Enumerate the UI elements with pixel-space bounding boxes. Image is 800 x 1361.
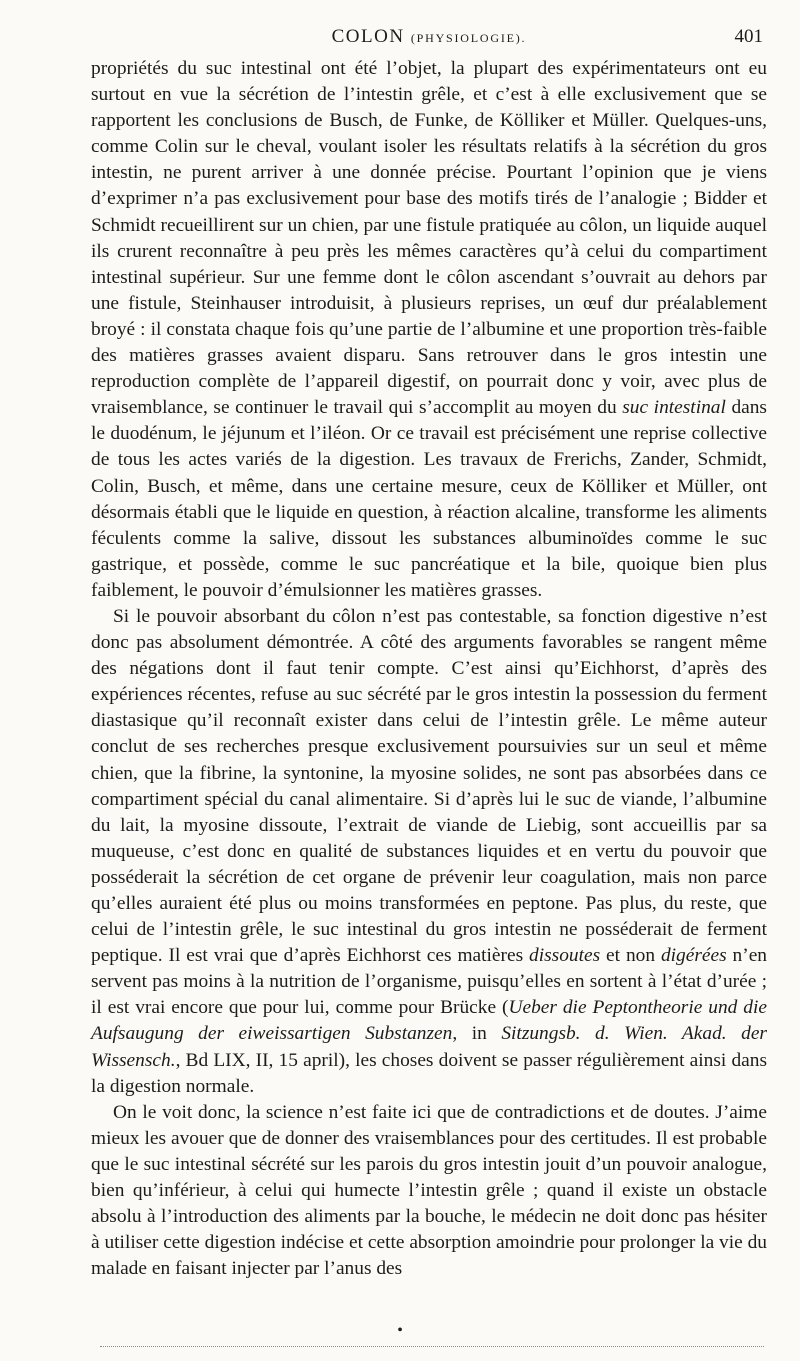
italic-text: Ueber die Peptontheorie und die Aufsaugung der eiweissartigen Substanzen <box>91 997 768 1045</box>
text-run: n’en servent pas moins à la nutrition de l’organisme, puisqu’elles en sortent à l’état d’urée ; il est vrai encore que pour lui, comme pour Brücke ( <box>91 945 767 1019</box>
italic-text: digérées <box>660 945 727 967</box>
paragraph <box>91 604 767 1100</box>
body-text <box>91 56 767 1282</box>
text-run: Si le pouvoir absorbant du côlon n’est pas contestable, sa fonction digestive n’est donc pas absolument démontrée. A côté des arguments favorables se rangent même des négations dont il faut tenir compte. C’est ainsi qu’Eichhorst, d’après des expériences récentes, refuse au suc sécrété par le gros intestin la possession du ferment diastasique qu’il reconnaît exister dans celui de l’intestin grêle. Le même auteur conclut de ses recherches presque exclusivement poursuivies sur un seul et même chien, que la fibrine, la syntonine, la myosine solides, ne sont pas absorbées dans ce compartiment spécial du canal alimentaire. Si d’après lui le suc de viande, l’albumine du lait, la myosine dissoute, l’extrait de viande de Liebig, sont accueillis par sa muqueuse, c’est donc en qualité de substances liquides et en vertu du pouvoir que posséderait la sécrétion de cet organe de prévenir leur coagulation, mais non parce qu’elles auraient été plus ou moins transformées en peptone. Pas plus, du reste, que celui de l’intestin grêle, le suc intestinal du gros intestin ne posséderait de ferment peptique. Il est vrai que d’après Eichhorst ces matières <box>91 605 767 967</box>
running-title <box>91 26 767 48</box>
italic-text: dissoutes <box>529 945 601 967</box>
text-run: propriétés du suc intestinal ont été l’objet, la plupart des expérimentateurs ont eu surtout en vue la sécrétion de l’intestin grêle, et c’est à elle exclusivement que se rapportent les conclusions de Busch, de Funke, de Kölliker et Müller. Quelques-uns, comme Colin sur le cheval, voulant isoler les résultats relatifs à la sécrétion du gros intestin, ne purent arriver à une donnée précise. Pourtant l’opinion que je viens d’exprimer n’a pas exclusivement pour base des motifs tirés de l’analogie ; Bidder et Schmidt recueillirent sur un chien, par une fistule pratiquée au côlon, un liquide auquel ils crurent reconnaître à peu près les mêmes caractères qu’à celui du compartiment intestinal supérieur. Sur une femme dont le côlon ascendant s’ouvrait au dehors par une fistule, Steinhauser introduisit, à plusieurs reprises, un œuf dur préalablement broyé : il constata chaque fois qu’une partie de l’albumine et une proportion très-faible des matières grasses avaient disparu. Sans retrouver dans le gros intestin une reproduction complète de l’appareil digestif, on pourrait donc y voir, avec plus de vraisemblance, se continuer le travail qui s’accomplit au moyen du <box>91 58 767 419</box>
text-run: On le voit donc, la science n’est faite ici que de contradictions et de doutes. J’aime mieux les avouer que de donner des vraisemblances pour des certitudes. Il est probable que le suc intestinal sécrété sur les parois du gros intestin jouit d’un pouvoir analogue, bien qu’inférieur, à celui qui humecte l’intestin grêle ; quand il existe un obstacle absolu à l’introduction des aliments par la bouche, le médecin ne doit donc pas hésiter à utiliser cette digestion indécise et cette absorption amoindrie pour prolonger la vie du malade en faisant injecter par l’anus des <box>91 1101 767 1280</box>
italic-text: suc intestinal <box>622 397 726 419</box>
bottom-dotted-rule <box>100 1346 764 1347</box>
page <box>91 26 767 1282</box>
running-head <box>91 26 767 56</box>
paragraph <box>91 56 767 604</box>
text-run: , in <box>452 1023 502 1045</box>
page-number: 401 <box>734 26 763 47</box>
printer-mark: • <box>397 1322 403 1339</box>
text-run: dans le duodénum, le jéjunum et l’iléon. Or ce travail est précisément une reprise collective de tous les actes variés de la digestion. Les travaux de Frerichs, Zander, Schmidt, Colin, Busch, et même, dans une certaine mesure, ceux de Kölliker et Müller, ont désormais établi que le liquide en question, à réaction alcaline, transforme les aliments féculents comme la salive, dissout les substances albuminoïdes comme le suc gastrique, et possède, comme le suc pancréatique et la bile, quoique bien plus faiblement, le pouvoir d’émulsionner les matières grasses. <box>91 397 767 601</box>
italic-text: Sitzungsb. d. Wien. Akad. der Wissensch. <box>91 1023 767 1071</box>
paragraph <box>91 1100 767 1283</box>
chapter-subtitle: (PHYSIOLOGIE). <box>410 31 527 45</box>
text-run: , Bd LIX, II, 15 april), les choses doivent se passer régulièrement ainsi dans la digestion normale. <box>91 1049 767 1097</box>
chapter-title: COLON <box>331 26 405 47</box>
text-run: et non <box>600 945 661 967</box>
